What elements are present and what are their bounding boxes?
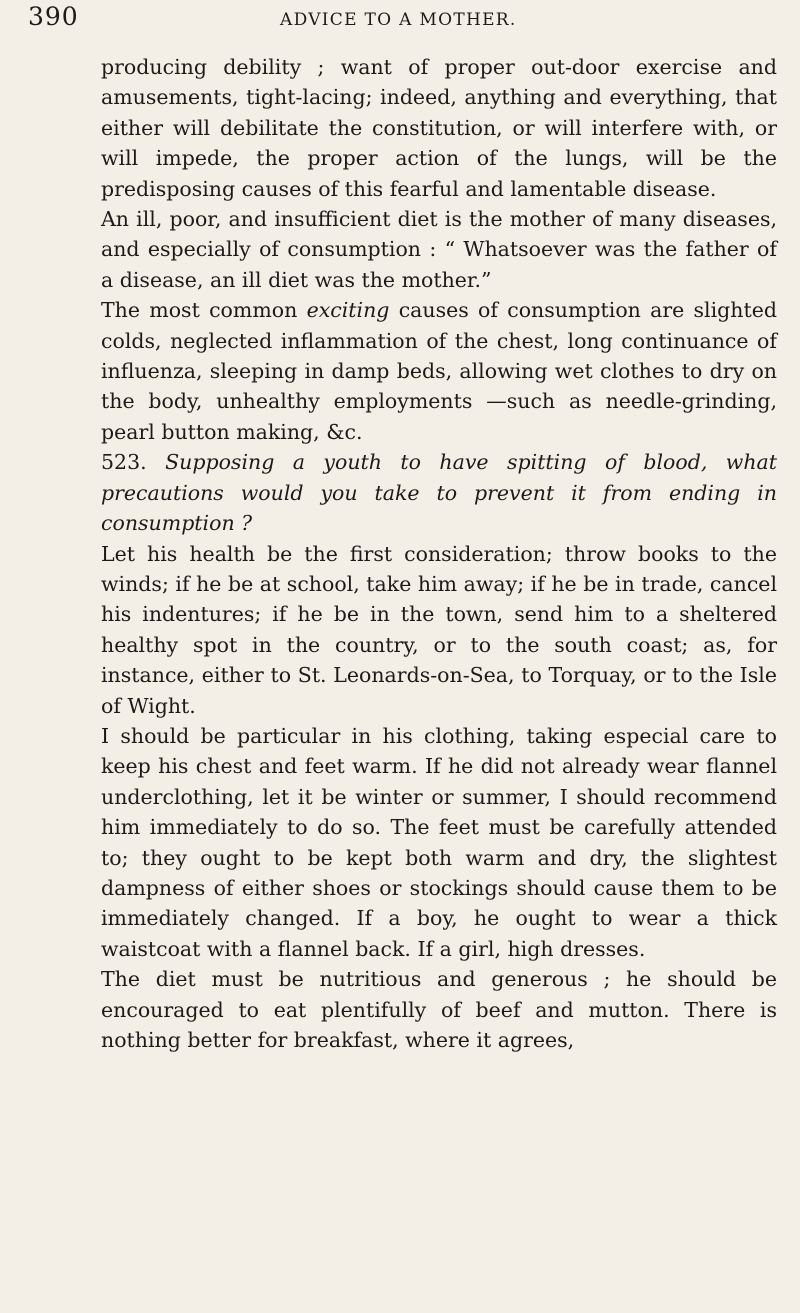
paragraph-clothing: I should be particular in his clothing, taking especial care to keep his chest and feet warm. If he did not already wear flannel underclothing, let it be winter or summer, I should recommend him immediately to do so. The feet must be carefully attended to; they ought to be kept both warm and dry, the slightest dampness of either shoes or stockings should cause them to be immediately changed. If a boy, he ought to wear a thick waistcoat with a flannel back. If a girl, high dresses. xyxy=(101,723,777,961)
exciting-causes-lead: The most common xyxy=(101,298,307,323)
question-text: Supposing a youth to have spitting of blood, what precautions would you take to prevent it from ending in consumption ? xyxy=(101,450,777,536)
paragraph-diet: An ill, poor, and insufficient diet is the mother of many diseases, and especially of consumption : “ Whatsoever was the father of a disease, an ill diet was the mother.” xyxy=(101,207,777,292)
paragraph-predisposing-causes: producing debility ; want of proper out-door exercise and amusements, tight-lacing; indeed, anything and everything, that either will debilitate the constitution, or will interfere with, or will impede, the proper action of the lungs, will be the predisposing causes of this fearful and lamentable disease. xyxy=(101,55,777,201)
paragraph-health-first: Let his health be the first consideration; throw books to the winds; if he be at school, take him away; if he be in trade, cancel his indentures; if he be in the town, send him to a sheltered healthy spot in the country, or to the south coast; as, for instance, either to St. Leonards-on-Sea, to Torquay, or to the Isle of Wight. xyxy=(101,541,777,718)
exciting-word: exciting xyxy=(306,298,390,323)
question-523 xyxy=(101,447,777,538)
body-text xyxy=(101,52,777,1055)
running-head xyxy=(28,2,760,38)
paragraph-exciting-causes xyxy=(101,295,777,447)
exciting-causes-rest: causes of consumption are slighted colds, neglected inflammation of the chest, long continuance of influenza, sleeping in damp beds, allowing wet clothes to dry on the body, unhealthy employments —such as needle-grinding, pearl button making, &c. xyxy=(101,298,777,444)
question-number: 523. xyxy=(101,450,147,475)
paragraph-nutrition: The diet must be nutritious and generous ; he should be encouraged to eat plentifully of beef and mutton. There is nothing better for breakfast, where it agrees, xyxy=(101,967,777,1052)
page-number: 390 xyxy=(28,2,79,31)
running-title: ADVICE TO A MOTHER. xyxy=(280,10,517,30)
